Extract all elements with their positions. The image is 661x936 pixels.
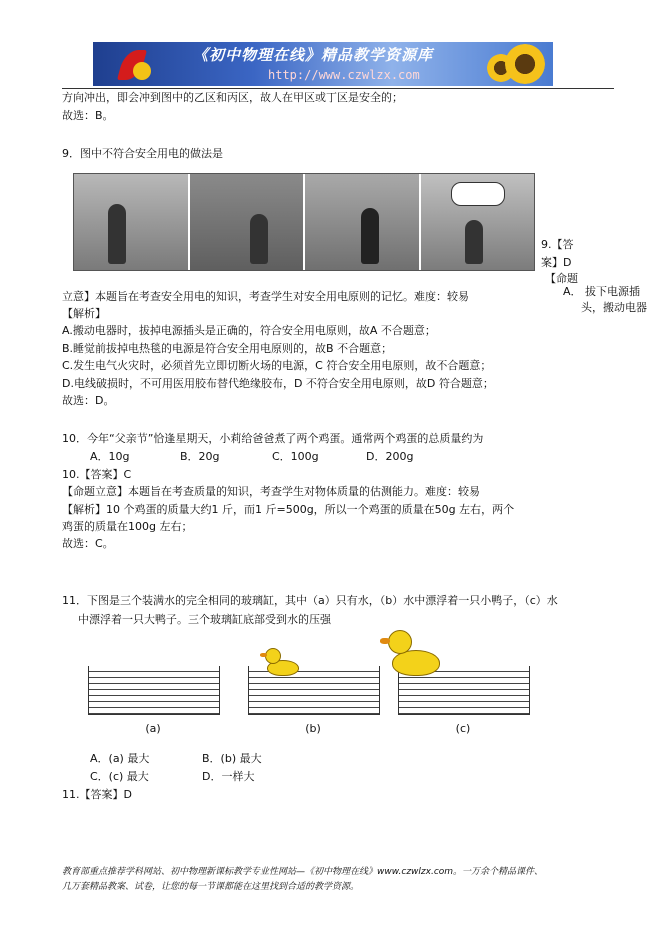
tank-b-label: (b)	[305, 722, 321, 735]
q9-question: 9．图中不符合安全用电的做法是	[62, 147, 223, 160]
comic-panel-d	[421, 174, 535, 270]
big-duck-icon	[384, 630, 444, 680]
q10-answer: 故选：C。	[62, 537, 114, 550]
q9-side-answer-1: 9.【答	[541, 238, 574, 251]
q9-side-answer-2: 案】D	[541, 256, 572, 269]
q9-side-option-a-cont: 头，搬动电器	[581, 301, 647, 314]
q8-answer: 故选：B。	[62, 109, 114, 122]
comic-panel-b	[190, 174, 306, 270]
q11-question-2: 中漂浮着一只大鸭子。三个玻璃缸底部受到水的压强	[78, 613, 331, 626]
q10-analysis-1: 【解析】10 个鸡蛋的质量大约1 斤，而1 斤=500g，所以一个鸡蛋的质量在50g 左右，两个	[62, 503, 515, 516]
logo-dot-icon	[133, 62, 151, 80]
tank-a	[88, 666, 220, 715]
banner-title: 《初中物理在线》精品教学资源库	[193, 46, 434, 64]
q10-option-c: C．100g	[272, 450, 319, 463]
q9-analysis-b: B.睡觉前拔掉电热毯的电源是符合安全用电原则的，故B 不合题意；	[62, 342, 393, 355]
q9-analysis-label: 【解析】	[62, 307, 106, 320]
q9-analysis-a: A.搬动电器时，拔掉电源插头是正确的，符合安全用电原则，故A 不合题意；	[62, 324, 436, 337]
q9-intent: 立意】本题旨在考查安全用电的知识，考查学生对安全用电原则的记忆。难度：较易	[62, 290, 469, 303]
q10-option-b: B．20g	[180, 450, 220, 463]
q11-option-b: B．(b) 最大	[202, 752, 262, 765]
footer-line-1: 教育部重点推荐学科网站、初中物理新课标教学专业性网站—《初中物理在线》www.czwlzx.com。一万余个精品课件、	[62, 867, 544, 877]
sunflower-icon	[505, 44, 545, 84]
q10-analysis-2: 鸡蛋的质量在100g 左右；	[62, 520, 193, 533]
q9-side-answer-3: 【命题	[545, 272, 578, 285]
q8-text: 方向冲出，即会冲到图中的乙区和丙区，故人在甲区或丁区是安全的；	[62, 91, 403, 104]
footer-line-2: 几万套精品教案、试卷，让您的每一节课都能在这里找到合适的教学资源。	[62, 882, 360, 892]
q10-question: 10．今年“父亲节”恰逢星期天，小莉给爸爸煮了两个鸡蛋。通常两个鸡蛋的总质量约为	[62, 432, 484, 445]
q9-analysis-d: D.电线破损时，不可用医用胶布替代绝缘胶布，D 不符合安全用电原则，故D 符合题意；	[62, 377, 494, 390]
q10-option-a: A．10g	[90, 450, 130, 463]
comic-panel-a	[74, 174, 190, 270]
banner-url[interactable]: http://www.czwlzx.com	[268, 68, 420, 82]
header-banner	[93, 42, 553, 86]
page-footer	[62, 865, 622, 895]
comic-panel-c	[305, 174, 421, 270]
q10-intent: 【命题立意】本题旨在考查质量的知识，考查学生对物体质量的估测能力。难度：较易	[62, 485, 480, 498]
q11-option-d: D．一样大	[202, 770, 255, 783]
q9-side-option-a: A． 拔下电源插	[563, 285, 641, 298]
tank-c-label: (c)	[455, 722, 471, 735]
q10-option-d: D．200g	[366, 450, 414, 463]
q9-analysis-c: C.发生电气火灾时，必须首先立即切断火场的电源，C 符合安全用电原则，故不合题意；	[62, 359, 492, 372]
q9-answer: 故选：D。	[62, 394, 115, 407]
q11-question-1: 11．下图是三个装满水的完全相同的玻璃缸，其中（a）只有水，（b）水中漂浮着一只小鸭子，（c）水	[62, 594, 558, 607]
q10-answer-line: 10.【答案】C	[62, 468, 132, 481]
q9-comic-image	[73, 173, 535, 271]
tank-a-label: (a)	[145, 722, 161, 735]
speech-bubble	[451, 182, 505, 206]
q11-option-a: A．(a) 最大	[90, 752, 150, 765]
q11-answer-line: 11.【答案】D	[62, 788, 132, 801]
q11-tanks-diagram	[88, 660, 548, 740]
q11-option-c: C．(c) 最大	[90, 770, 149, 783]
small-duck-icon	[263, 648, 303, 676]
